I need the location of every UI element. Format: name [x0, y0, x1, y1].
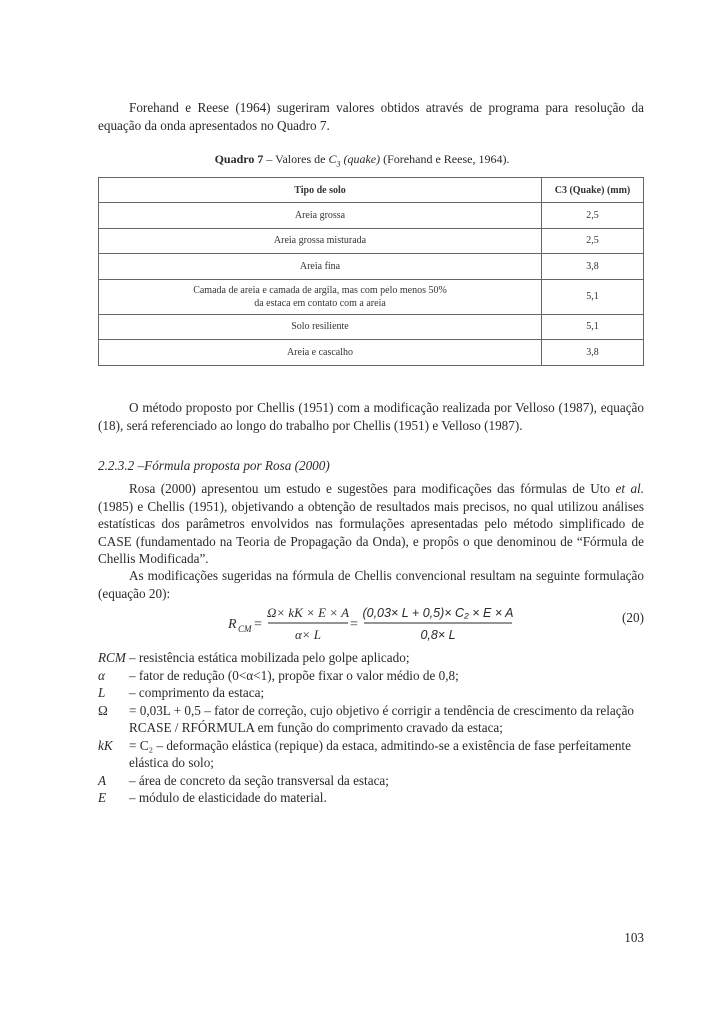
definition-text: = 0,03L + 0,5 – fator de correção, cujo objetivo é corrigir a tendência de crescimento da relação RCASE / RFÓRMULA em função do comprimento cravado da estaca; [129, 702, 635, 735]
definitions-list [98, 649, 644, 807]
caption-label: Quadro 7 [214, 152, 264, 166]
cell-solo: Areia grossa misturada [99, 228, 542, 254]
section-heading: 2.2.3.2 –Fórmula proposta por Rosa (2000) [98, 458, 330, 473]
rosa-text-a: Rosa (2000) apresentou um estudo e sugestões para modificações das fórmulas de Uto [129, 481, 616, 496]
table-row [99, 314, 644, 340]
rosa-et-al: et al. [615, 481, 644, 496]
quake-table [98, 177, 644, 366]
formula-eq2: = [350, 617, 358, 632]
table-header-row [99, 178, 644, 203]
cell-valor: 5,1 [542, 314, 644, 340]
formula-lhs: R [228, 617, 237, 632]
formula-eq1: = [254, 617, 262, 632]
definition-text: – fator de redução (0<α<1), propõe fixar o valor médio de 0,8; [129, 667, 459, 683]
paragraph-intro: Forehand e Reese (1964) sugeriram valores obtidos através de programa para resolução da equação da onda apresentados no Quadro 7. [98, 100, 644, 133]
formula-lhs-sub: CM [238, 624, 252, 634]
caption-quake: (quake) [340, 152, 381, 166]
formula-den1: α× L [294, 627, 322, 642]
header-quake: C3 (Quake) (mm) [542, 178, 644, 203]
definition-symbol: kK [98, 737, 113, 753]
table-row [99, 228, 644, 254]
definition-text: – resistência estática mobilizada pelo golpe aplicado; [129, 650, 410, 665]
definition-symbol: L [98, 685, 106, 700]
caption-dash: – Valores de [263, 152, 329, 166]
paragraph-chellis: O método proposto por Chellis (1951) com a modificação realizada por Velloso (1987), equação (18), será referenciado ao longo do trabalho por Chellis (1951) e Velloso (1987). [98, 400, 644, 433]
cell-solo-line2: da estaca em contato com a areia [254, 297, 386, 309]
definition-item [98, 737, 644, 772]
equation-20 [0, 600, 724, 646]
page-number: 103 [624, 930, 644, 945]
rosa-text-b: (1985) e Chellis (1951), objetivando a obtenção de resultados mais precisos, no qual utilizou análises estatísticas dos parâmetros envolvidos nas formulações apresentadas pelo método simplificado de CASE (fundamentado na Teoria de Propagação da Onda), e propôs o que denominou de “Fórmula de Chellis Modificada”. [98, 498, 644, 566]
cell-solo: Areia grossa [99, 203, 542, 229]
cell-solo: Areia e cascalho [99, 340, 542, 366]
caption-rest: (Forehand e Reese, 1964). [380, 152, 510, 166]
equation-number: (20) [622, 610, 644, 625]
table-row [99, 340, 644, 366]
definition-item [98, 667, 644, 685]
cell-valor: 5,1 [542, 279, 644, 314]
definition-symbol-text: RCM [98, 650, 126, 665]
header-tipo-solo: Tipo de solo [99, 178, 542, 203]
definition-text: = C₂ – deformação elástica (repique) da estaca, admitindo-se a existência de fase perfeitamente elástica do solo; [129, 737, 631, 770]
paragraph-rosa [98, 480, 644, 568]
formula-num2: (0,03× L + 0,5)× C₂ × E × A [362, 606, 514, 620]
cell-valor: 2,5 [542, 228, 644, 254]
table-row [99, 254, 644, 280]
table-caption [0, 152, 724, 168]
table-row [99, 203, 644, 229]
definition-item [98, 772, 644, 790]
definition-item [98, 702, 644, 737]
definition-text: – módulo de elasticidade do material. [129, 790, 327, 805]
definition-text: – comprimento da estaca; [129, 685, 265, 700]
cell-solo: Areia fina [99, 254, 542, 280]
cell-solo-line1: Camada de areia e camada de argila, mas com pelo menos 50% [193, 284, 447, 296]
caption-symbol: C [328, 152, 337, 166]
definition-symbol: α [98, 667, 105, 683]
definition-text: – área de concreto da seção transversal da estaca; [129, 772, 389, 788]
definition-symbol: E [98, 790, 107, 805]
cell-valor: 3,8 [542, 340, 644, 366]
definition-item [98, 649, 644, 667]
cell-solo: Solo resiliente [99, 314, 542, 340]
caption-subscript: 3 [336, 159, 341, 169]
cell-valor: 3,8 [542, 254, 644, 280]
formula-num1: Ω× kK × E × A [266, 605, 350, 620]
table-row [99, 279, 644, 314]
paragraph-modificacoes: As modificações sugeridas na fórmula de Chellis convencional resultam na seguinte formulação (equação 20): [98, 568, 644, 601]
definition-symbol: Ω [98, 702, 108, 718]
formula-den2: 0,8× L [420, 628, 456, 642]
definition-symbol: A [98, 772, 107, 788]
cell-valor: 2,5 [542, 203, 644, 229]
definition-item [98, 789, 644, 807]
definition-symbol [98, 649, 129, 667]
definition-item [98, 684, 644, 702]
cell-solo [99, 279, 542, 314]
